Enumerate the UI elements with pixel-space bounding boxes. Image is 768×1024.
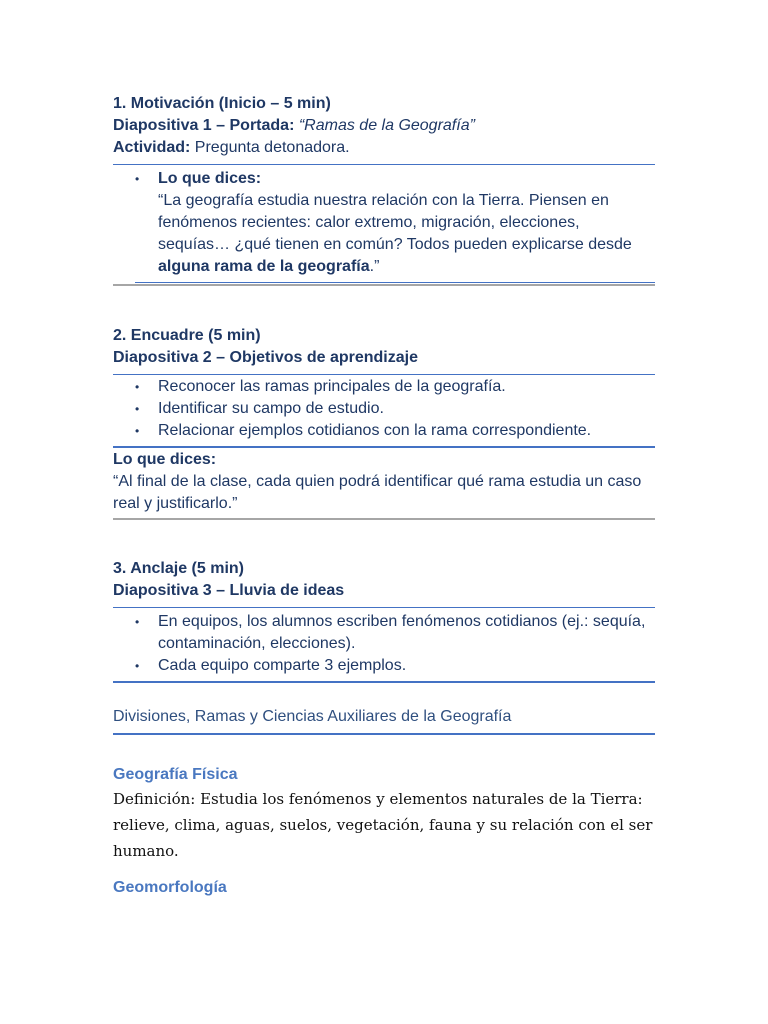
say-label-2: Lo que dices: <box>113 451 217 468</box>
section-2-title: 2. Encuadre (5 min) <box>113 327 261 344</box>
quote-end: .” <box>369 258 380 275</box>
slide-1-label: Diapositiva 1 – Portada: <box>113 117 295 134</box>
divider <box>113 733 655 735</box>
activity-text: Pregunta detonadora. <box>194 139 350 156</box>
divisions-title: Divisiones, Ramas y Ciencias Auxiliares de la Geografía <box>113 708 512 725</box>
activity-line <box>113 137 655 159</box>
say-label-1: Lo que dices: <box>158 170 262 187</box>
quote-bold: alguna rama de la geografía <box>158 258 370 275</box>
say-list-1 <box>113 168 655 278</box>
geomorphology-heading: Geomorfología <box>113 879 227 896</box>
section-1-title: 1. Motivación (Inicio – 5 min) <box>113 95 331 112</box>
slide-2-title: Diapositiva 2 – Objetivos de aprendizaje <box>113 349 418 366</box>
divider <box>113 374 655 375</box>
list-item: • Relacionar ejemplos cotidianos con la rama correspondiente. <box>135 420 655 442</box>
list-item: • En equipos, los alumnos escriben fenómenos cotidianos (ej.: sequía, contaminación, elecciones). <box>135 611 655 655</box>
objectives-list <box>113 376 655 442</box>
slide-3-title: Diapositiva 3 – Lluvia de ideas <box>113 582 345 599</box>
divider <box>113 607 655 608</box>
list-item: • Reconocer las ramas principales de la geografía. <box>135 376 655 398</box>
brainstorm-list <box>113 611 655 677</box>
list-item: • Identificar su campo de estudio. <box>135 398 655 420</box>
activity-label: Actividad: <box>113 139 191 156</box>
section-3-title: 3. Anclaje (5 min) <box>113 560 244 577</box>
divider <box>113 164 655 165</box>
list-item: • Cada equipo comparte 3 ejemplos. <box>135 655 655 677</box>
slide-1-title: “Ramas de la Geografía” <box>298 117 475 134</box>
divider <box>113 446 655 448</box>
document-page <box>113 93 655 899</box>
physical-geography-heading: Geografía Física <box>113 766 238 783</box>
slide-1-line <box>113 115 655 137</box>
list-item <box>135 168 655 278</box>
divider <box>113 284 655 286</box>
divider <box>135 282 655 283</box>
quote-main: “La geografía estudia nuestra relación con la Tierra. Piensen en fenómenos recientes: calor extremo, migración, elecciones, sequías… ¿qué tienen en común? Todos pueden explicarse desde <box>158 192 632 253</box>
divider <box>113 518 655 520</box>
say-text-2: “Al final de la clase, cada quien podrá identificar qué rama estudia un caso real y justificarlo.” <box>113 473 642 512</box>
physical-geography-definition: Definición: Estudia los fenómenos y elementos naturales de la Tierra: relieve, clima, aguas, suelos, vegetación, fauna y su relación con el ser humano. <box>113 790 653 860</box>
divider <box>113 681 655 683</box>
